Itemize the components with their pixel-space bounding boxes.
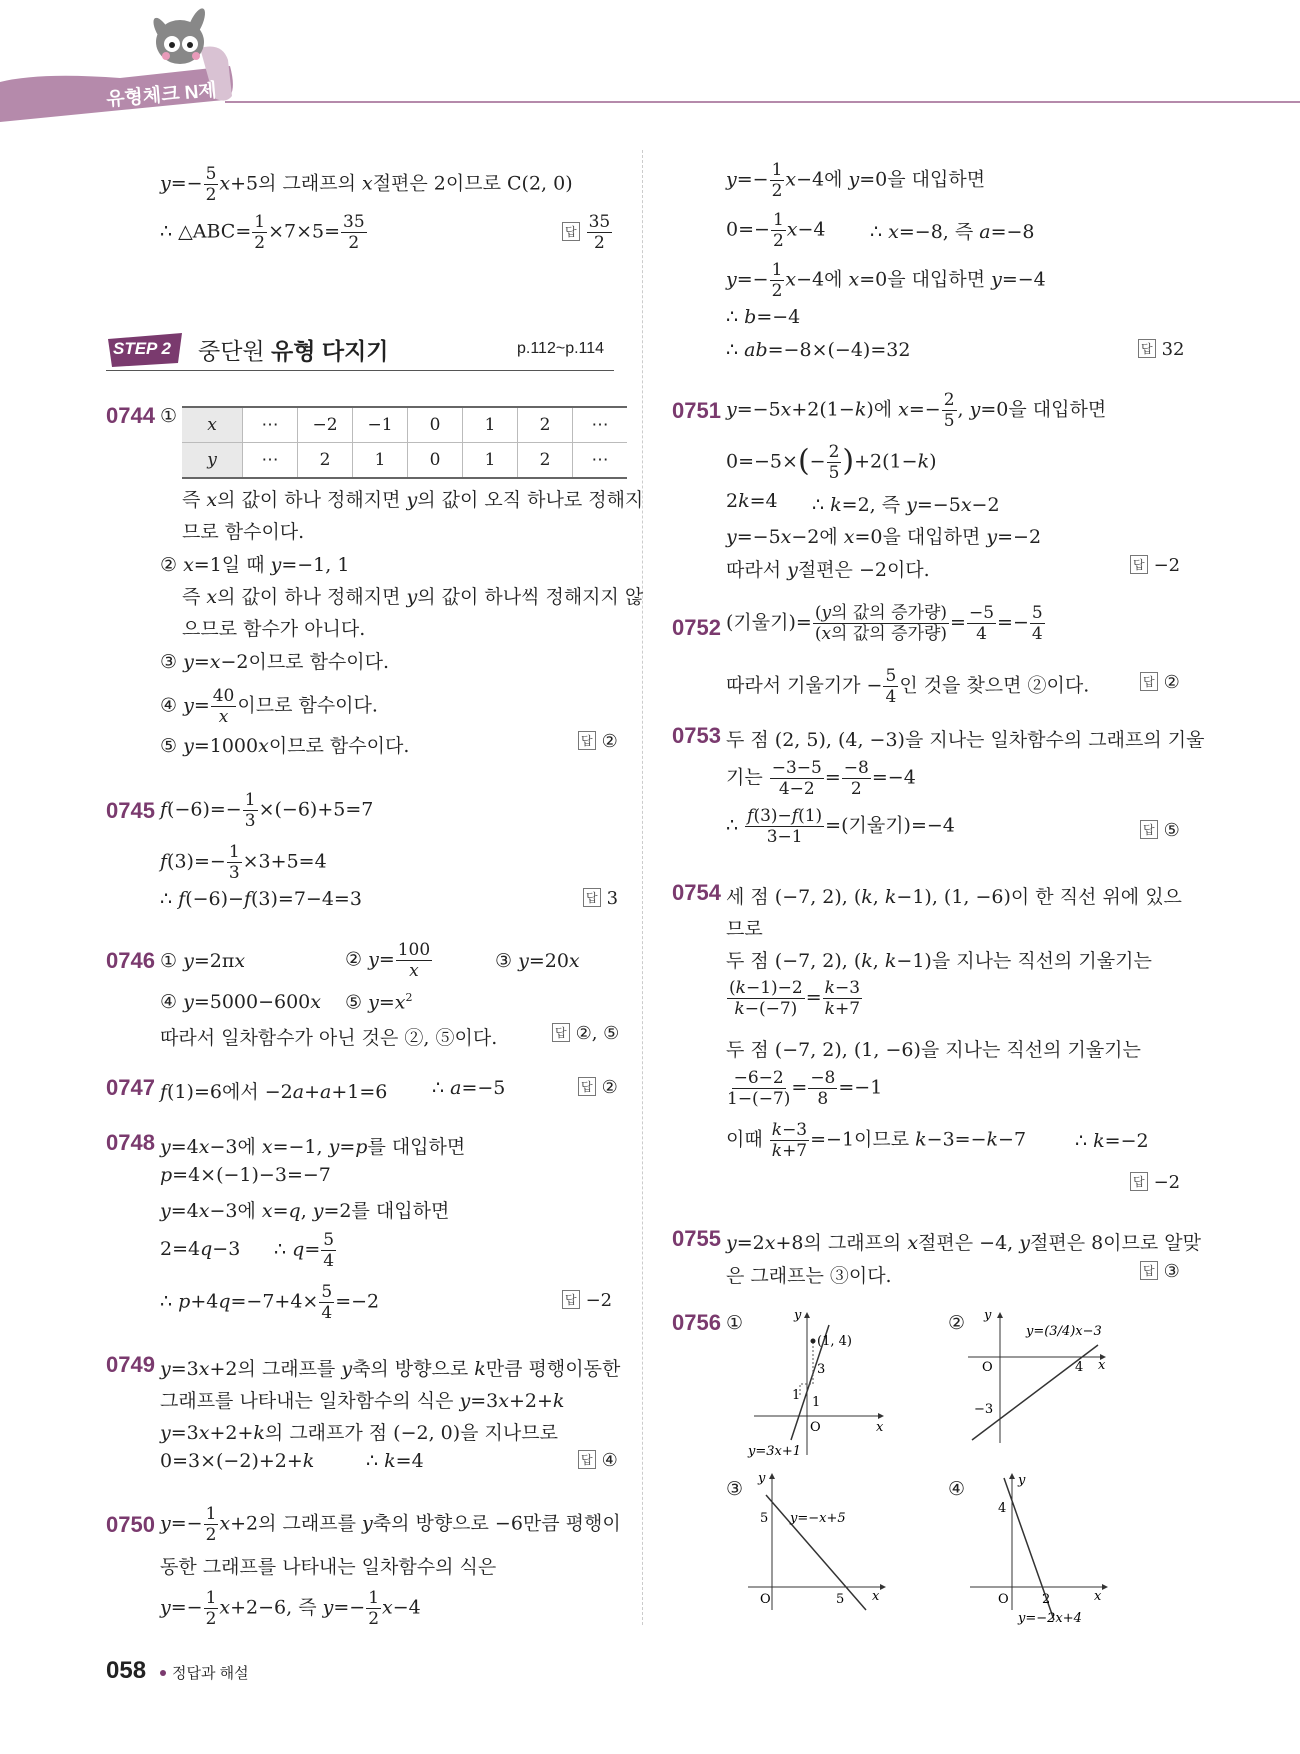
column-divider bbox=[642, 150, 643, 1625]
problem-number: 0752 bbox=[672, 615, 721, 640]
text-line: ② x=1일 때 y=−1, 1 bbox=[160, 554, 350, 576]
choice-mark: ④ bbox=[948, 1478, 966, 1500]
graph-2 bbox=[960, 1305, 1110, 1455]
pre-answer: 답 $\frac{35}{2}$ bbox=[562, 212, 613, 253]
text-line: ⑤ $y=x^2$ bbox=[345, 991, 413, 1014]
y-label: y bbox=[1018, 1473, 1026, 1488]
text-line: ∴ k=4 bbox=[366, 1450, 424, 1472]
text-line: $\frac{(k-1)-2}{k-(-7)}$ = $\frac{k-3}{k+7}$ bbox=[729, 978, 861, 1019]
problem-number: 0754 bbox=[672, 880, 721, 905]
table-cell: 2 bbox=[518, 407, 573, 443]
text-line: 므로 bbox=[726, 918, 763, 940]
text-line: f(1)=6에서 −2a+a+1=6 bbox=[160, 1081, 388, 1103]
choice-mark: ① bbox=[160, 405, 178, 427]
table-row bbox=[182, 407, 627, 443]
choice-mark: ② bbox=[948, 1312, 966, 1334]
equation-label: y=(3/4)x−3 bbox=[1026, 1324, 1102, 1339]
problem-number: 0756 bbox=[672, 1310, 721, 1335]
text-line: ∴ q= $\frac{5}{4}$ bbox=[274, 1230, 335, 1271]
y-intercept-label: 1 bbox=[792, 1388, 801, 1403]
table-row bbox=[182, 443, 627, 479]
text-line: 따라서 y절편은 −2이다. bbox=[726, 559, 930, 581]
y-label: y bbox=[758, 1471, 766, 1486]
step-title: 중단원 유형 다지기 bbox=[198, 338, 389, 364]
text-line: 0=3×(−2)+2+k bbox=[160, 1450, 315, 1472]
step-badge: STEP 2 bbox=[113, 339, 171, 358]
header-banner bbox=[0, 0, 1300, 130]
problem-number: 0747 bbox=[106, 1075, 155, 1100]
text-line: 으므로 함수가 아니다. bbox=[182, 618, 366, 640]
text-line: y=− $\frac{1}{2}$ x+2−6, 즉 y=− $\frac{1}{2}$ x−4 bbox=[160, 1588, 421, 1629]
text-line: ① y=2πx bbox=[160, 950, 246, 972]
x-label: x bbox=[1098, 1358, 1106, 1373]
table-cell: 1 bbox=[463, 443, 518, 479]
answer: 답 ④ bbox=[578, 1450, 618, 1471]
text-line: 0=− $\frac{1}{2}$ x−4 bbox=[726, 210, 826, 251]
y-intercept-label: −3 bbox=[974, 1402, 994, 1417]
text-line: y=3x+2의 그래프를 y축의 방향으로 k만큼 평행이동한 bbox=[160, 1358, 621, 1380]
answer: 답 −2 bbox=[1130, 555, 1180, 576]
equation-label: y=−x+5 bbox=[790, 1511, 846, 1526]
text-line: ③ y=20x bbox=[495, 950, 580, 972]
graph-4 bbox=[962, 1470, 1112, 1635]
text-line: 두 점 (2, 5), (4, −3)을 지나는 일차함수의 그래프의 기울 bbox=[726, 729, 1205, 751]
text-line: y=4x−3에 x=q, y=2를 대입하면 bbox=[160, 1200, 450, 1222]
text-line: ④ y=5000−600x bbox=[160, 991, 321, 1013]
answer: 답 ② bbox=[578, 1077, 618, 1098]
point-marker bbox=[811, 1339, 816, 1344]
answer: 답 ⑤ bbox=[1140, 820, 1180, 841]
y-intercept-label: 5 bbox=[760, 1511, 769, 1526]
answer: 답 3 bbox=[583, 888, 618, 909]
text-line: y=− $\frac{1}{2}$ x+2의 그래프를 y축의 방향으로 −6만큼 평행이 bbox=[160, 1504, 621, 1545]
text-line: ∴ a=−5 bbox=[432, 1077, 506, 1099]
table-cell: 2 bbox=[518, 443, 573, 479]
text-line: ③ y=x−2이므로 함수이다. bbox=[160, 651, 390, 673]
text-line: ∴ k=−2 bbox=[1075, 1130, 1149, 1152]
y-label: y bbox=[984, 1308, 992, 1323]
x-label: x bbox=[876, 1420, 884, 1435]
origin-label: O bbox=[998, 1592, 1009, 1607]
problem-number: 0751 bbox=[672, 398, 721, 423]
origin-label: O bbox=[810, 1420, 821, 1435]
answer: 답 −2 bbox=[1130, 1172, 1180, 1193]
x-intercept-label: 5 bbox=[836, 1592, 845, 1607]
table-cell: ⋯ bbox=[573, 443, 628, 479]
text-line: y=− $\frac{1}{2}$ x−4에 y=0을 대입하면 bbox=[726, 160, 986, 201]
text-line: ② y= $\frac{100}{x}$ bbox=[345, 940, 431, 981]
text-line: y=−5x−2에 x=0을 대입하면 y=−2 bbox=[726, 526, 1042, 548]
text-line: 2=4q−3 bbox=[160, 1238, 241, 1260]
x-intercept-label: 2 bbox=[1042, 1592, 1051, 1607]
text-line: y=2x+8의 그래프의 x절편은 −4, y절편은 8이므로 알맞 bbox=[726, 1232, 1201, 1254]
text-line: 따라서 일차함수가 아닌 것은 ②, ⑤이다. bbox=[160, 1027, 498, 1049]
text-line: 그래프를 나타내는 일차함수의 식은 y=3x+2+k bbox=[160, 1390, 565, 1412]
text-line: ∴ ab=−8×(−4)=32 bbox=[726, 339, 911, 361]
choice-mark: ① bbox=[726, 1312, 744, 1334]
point-label: (1, 4) bbox=[817, 1334, 852, 1349]
problem-number: 0755 bbox=[672, 1226, 721, 1251]
equation-label: y=3x+1 bbox=[748, 1444, 802, 1459]
problem-number: 0753 bbox=[672, 723, 721, 748]
step-underline bbox=[106, 370, 614, 371]
origin-label: O bbox=[982, 1360, 993, 1375]
text-line: ∴ p+4q=−7+4× $\frac{5}{4}$ =−2 bbox=[160, 1282, 380, 1323]
graph-1 bbox=[740, 1305, 890, 1463]
text-line: 따라서 기울기가 − $\frac{5}{4}$ 인 것을 찾으면 ②이다. bbox=[726, 666, 1090, 707]
header-badge: 유형체크 N제 bbox=[105, 80, 218, 111]
problem-number: 0750 bbox=[106, 1512, 155, 1537]
text-line: 이때 $\frac{k-3}{k+7}$ =−1이므로 k−3=−k−7 bbox=[726, 1120, 1027, 1161]
footer-label: 정답과 해설 bbox=[172, 1665, 249, 1682]
x-intercept-label: 4 bbox=[1075, 1360, 1084, 1375]
text-line: ∴ k=2, 즉 y=−5x−2 bbox=[812, 494, 1000, 516]
origin-label: O bbox=[760, 1592, 771, 1607]
text-line: $\frac{-6-2}{1-(-7)}$ = $\frac{-8}{8}$ =−1 bbox=[727, 1068, 883, 1109]
text-line: y=− $\frac{1}{2}$ x−4에 x=0을 대입하면 y=−4 bbox=[726, 260, 1046, 301]
text-line: f(3)=− $\frac{1}{3}$ ×3+5=4 bbox=[160, 842, 327, 883]
text-line: 즉 x의 값이 하나 정해지면 y의 값이 오직 하나로 정해지 bbox=[182, 489, 644, 511]
text-line: 세 점 (−7, 2), (k, k−1), (1, −6)이 한 직선 위에 있으 bbox=[726, 886, 1182, 908]
rise-label: 3 bbox=[817, 1362, 826, 1377]
answer: 답 32 bbox=[1138, 339, 1185, 360]
table-cell: x bbox=[182, 407, 243, 443]
answer: 답 ② bbox=[578, 731, 618, 752]
y-label: y bbox=[794, 1308, 802, 1323]
text-line: ∴ b=−4 bbox=[726, 306, 801, 328]
answer: 답 −2 bbox=[562, 1290, 612, 1311]
text-line: 은 그래프는 ③이다. bbox=[726, 1265, 892, 1287]
table-cell: −1 bbox=[353, 407, 408, 443]
table-cell: ⋯ bbox=[243, 443, 298, 479]
run-label: 1 bbox=[812, 1395, 821, 1410]
text-line: ∴ f(−6)−f(3)=7−4=3 bbox=[160, 888, 362, 910]
step-pages: p.112~p.114 bbox=[517, 340, 605, 357]
footer-dot bbox=[160, 1670, 166, 1676]
problem-number: 0744 bbox=[106, 403, 155, 428]
table-cell: 0 bbox=[408, 443, 463, 479]
pre-line-2: ∴ △ABC= $\frac{1}{2}$ ×7×5= $\frac{35}{2}$ bbox=[160, 212, 365, 253]
problem-number: 0746 bbox=[106, 948, 155, 973]
text-line: y=4x−3에 x=−1, y=p를 대입하면 bbox=[160, 1136, 466, 1158]
mascot-icon bbox=[150, 6, 209, 64]
graph-3 bbox=[740, 1470, 890, 1620]
text-line: ∴ $\frac{f(3)-f(1)}{3-1}$ =(기울기)=−4 bbox=[726, 806, 955, 847]
text-line: ④ y= $\frac{40}{x}$ 이므로 함수이다. bbox=[160, 686, 378, 727]
problem-number: 0749 bbox=[106, 1352, 155, 1377]
text-line: (기울기)= $\frac{\text{(y의 값의 증가량)}}{\text{(x의 값의 증가량)}}$ = $\frac{-5}{4}$ =− $\frac{5}{4}$ bbox=[726, 603, 1043, 644]
pre-line-1: y=− $\frac{5}{2}$ x+5의 그래프의 x절편은 2이므로 C(2, 0) bbox=[160, 164, 573, 205]
problem-number: 0748 bbox=[106, 1130, 155, 1155]
text-line: y=3x+2+k의 그래프가 점 (−2, 0)을 지나므로 bbox=[160, 1422, 558, 1444]
text-line: f(−6)=− $\frac{1}{3}$ ×(−6)+5=7 bbox=[160, 790, 374, 831]
answer: 답 ③ bbox=[1140, 1261, 1180, 1282]
text-line: y=−5x+2(1−k)에 x=− $\frac{2}{5}$ , y=0을 대입하면 bbox=[726, 390, 1107, 431]
table-cell: y bbox=[182, 443, 243, 479]
text-line: 동한 그래프를 나타내는 일차함수의 식은 bbox=[160, 1556, 497, 1578]
x-label: x bbox=[1094, 1589, 1102, 1604]
text-line: 므로 함수이다. bbox=[182, 521, 305, 543]
xy-table bbox=[182, 406, 627, 479]
text-line: 0=−5×(− $\frac{2}{5}$ )+2(1−k) bbox=[726, 442, 937, 483]
text-line: 두 점 (−7, 2), (k, k−1)을 지나는 직선의 기울기는 bbox=[726, 950, 1152, 972]
answer: 답 ②, ⑤ bbox=[552, 1023, 619, 1044]
text-line: 즉 x의 값이 하나 정해지면 y의 값이 하나씩 정해지지 않 bbox=[182, 586, 644, 608]
text-line: 두 점 (−7, 2), (1, −6)을 지나는 직선의 기울기는 bbox=[726, 1039, 1141, 1061]
answer: 답 ② bbox=[1140, 672, 1180, 693]
table-cell: ⋯ bbox=[573, 407, 628, 443]
x-label: x bbox=[872, 1589, 880, 1604]
text-line: p=4×(−1)−3=−7 bbox=[160, 1164, 331, 1186]
text-line: ⑤ y=1000x이므로 함수이다. bbox=[160, 735, 410, 757]
table-cell: 2 bbox=[298, 443, 353, 479]
table-cell: 1 bbox=[353, 443, 408, 479]
text-line: 기는 $\frac{-3-5}{4-2}$ = $\frac{-8}{2}$ =−4 bbox=[726, 758, 916, 799]
problem-number: 0745 bbox=[106, 798, 155, 823]
table-cell: ⋯ bbox=[243, 407, 298, 443]
text-line: 2k=4 bbox=[726, 490, 778, 512]
equation-label: y=−2x+4 bbox=[1018, 1611, 1082, 1626]
page-number: 058 bbox=[106, 1657, 147, 1684]
text-line: ∴ x=−8, 즉 a=−8 bbox=[870, 221, 1035, 243]
table-cell: 0 bbox=[408, 407, 463, 443]
table-cell: 1 bbox=[463, 407, 518, 443]
choice-mark: ③ bbox=[726, 1478, 744, 1500]
table-cell: −2 bbox=[298, 407, 353, 443]
y-intercept-label: 4 bbox=[998, 1501, 1007, 1516]
